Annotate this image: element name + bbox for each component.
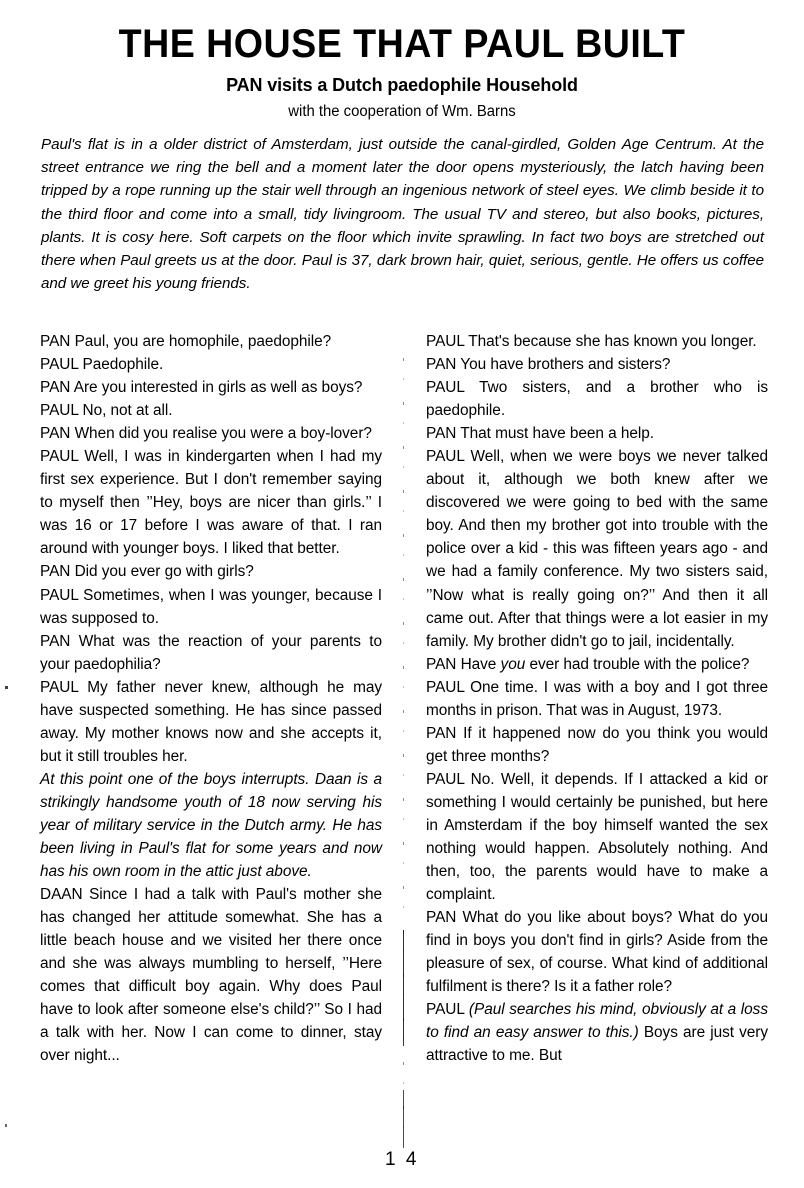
paragraph: PAUL No, not at all.: [40, 402, 173, 420]
standfirst-intro: [41, 133, 764, 295]
paragraph: PAN Are you interested in girls as well as boys?: [40, 379, 363, 397]
paragraph: PAN What was the reaction of your parents to your paedophilia?: [40, 632, 382, 673]
paragraph: PAN That must have been a help.: [426, 425, 655, 443]
masthead: [40, 22, 764, 122]
paragraph: PAUL No. Well, it depends. If I attacked a kid or something I would certainly be punished, but here in Amsterdam if the boy himself wanted the sex nothing would happen. Absolutely nothing. And then, too, the parents would have to make a complaint.: [426, 770, 768, 904]
paragraph: PAN Did you ever go with girls?: [40, 563, 254, 581]
paragraph: PAUL Well, I was in kindergarten when I had my first sex experience. But I don't remember saying to myself then ’’Hey, boys are nicer than girls.’’ I was 16 or 17 before I was aware of that. I ran around with younger boys. I liked that better.: [40, 448, 382, 558]
page-title: THE HOUSE THAT PAUL BUILT: [118, 22, 686, 66]
page-number: 1 4: [385, 1149, 419, 1170]
page-subtitle: PAN visits a Dutch paedophile Household: [226, 74, 578, 95]
paragraph: PAN Paul, you are homophile, paedophile?: [40, 333, 332, 350]
paragraph: PAUL One time. I was with a boy and I got three months in prison. That was in August, 1973.: [426, 678, 768, 719]
paragraph: At this point one of the boys interrupts. Daan is a strikingly handsome youth of 18 now serving his year of military service in the Dutch army. He has been living in Paul's flat for some years and now has his own room in the attic just above.: [40, 770, 382, 881]
standfirst-text: Paul's flat is in a older district of Amsterdam, just outside the canal-girdled, Golden Age Centrum. At the street entrance we ring the bell and a moment later the door opens mysteriously, the latch having been tripped by a rope running up the stair well through an ingenious network of steel eyes. We climb beside it to the third floor and come into a small, tidy livingroom. The usual TV and stereo, but also books, pictures, plants. It is cosy here. Soft carpets on the floor which invite sprawling. In fact two boys are stretched out there when Paul greets us at the door. Paul is 37, dark brown hair, quiet, serious, gentle. He offers us coffee and we greet his young friends.: [41, 136, 764, 293]
paragraph: PAUL Well, when we were boys we never talked about it, although we both knew after we discovered we were going to bed with the same boy. And then my brother got into trouble with the police over a kid - this was fifteen years ago - and we had a family conference. My two sisters said, ’’Now what is really going on?’’ And then it all came out. After that things were a lot easier in my family. My brother didn't go to jail, incidentally.: [426, 448, 768, 650]
paragraph: PAUL Two sisters, and a brother who is paedophile.: [426, 379, 768, 420]
paragraph: PAUL Sometimes, when I was younger, because I was supposed to.: [40, 586, 382, 627]
paragraph: PAUL That's because she has known you longer.: [426, 333, 757, 350]
column-divider-rule-segment: [403, 930, 404, 1046]
article-body: [40, 330, 768, 1150]
paragraph: PAN If it happened now do you think you would get three months?: [426, 724, 768, 765]
column-right: [426, 330, 768, 1068]
paragraph: PAUL (Paul searches his mind, obviously at a loss to find an easy answer to this.) Boys are just very attractive to me. But: [426, 1001, 768, 1065]
byline-credit: with the cooperation of Wm. Barns: [288, 103, 516, 120]
paragraph: PAN You have brothers and sisters?: [426, 356, 671, 374]
emphasis: you: [500, 655, 526, 673]
paragraph: PAN When did you realise you were a boy-lover?: [40, 425, 372, 443]
scan-artifact-speck: [5, 686, 8, 689]
emphasis: (Paul searches his mind, obviously at a loss to find an easy answer to this.): [426, 1001, 768, 1042]
column-divider-rule-segment-lower: [403, 1090, 404, 1148]
paragraph: DAAN Since I had a talk with Paul's mother she has changed her attitude somewhat. She has a little beach house and we visited her there once and she was always mumbling to herself, ’’Here comes that difficult boy again. Why does Paul have to look after someone else's child?’’ So I had a talk with her. Now I can come to dinner, stay over night...: [40, 886, 382, 1065]
paragraph: PAUL My father never knew, although he may have suspected something. He has since passed away. My mother knows now and she accepts it, but it still troubles her.: [40, 678, 382, 765]
paragraph: PAUL Paedophile.: [40, 356, 164, 374]
scan-artifact-speck-lower: [5, 1124, 7, 1127]
column-left: [40, 330, 382, 1068]
paragraph: PAN Have you ever had trouble with the police?: [426, 655, 750, 673]
paragraph: PAN What do you like about boys? What do you find in boys you don't find in girls? Aside from the pleasure of sex, of course. What kind of additional fulfilment is there? Is it a father role?: [426, 909, 768, 996]
